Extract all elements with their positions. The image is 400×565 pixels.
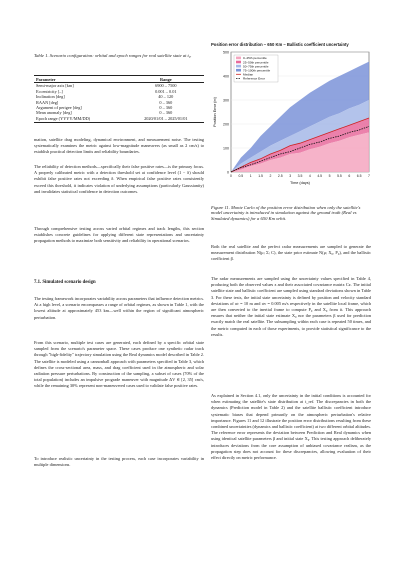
left-paragraph-3: Through comprehensive testing across varied orbital regimes and track lengths, this section establishes concrete guidelines for applying different state representations and uncertainty propagation methods to maximize both sensitivity and reliability in operational scenarios. bbox=[34, 226, 204, 244]
x-tick-label: 3 bbox=[289, 174, 292, 178]
table-cell: Mean anomaly [deg] bbox=[36, 110, 72, 116]
x-tick-label: 7 bbox=[368, 174, 370, 178]
left-paragraph-5: From this scenario, multiple test cases are generated, each defined by a specific orbital state sampled from the scenario's parameter space. These cases produce one synthetic radar track through "high-fidelity" trajectory simulation using the Real dynamics model described in Table 2. The satellite is modeled using a cannonball approach with parameters specified in Table 3, which defines the cross-sectional area, mass, and drag coefficient used in the atmospheric and solar radiation pressure perturbations. By construction of the sampling, a subset of cases (70% of the total population) includes an impulsive prograde maneuver with magnitude ΔV ∈ [2, 35] cm/s, while the remaining 30% represent non-maneuvered cases used to validate false positive rates. bbox=[34, 340, 204, 389]
table-header-range: Range bbox=[128, 77, 204, 83]
right-paragraph-1: Both the real satellite and the perfect radar measurements are sampled to generate the measurement distribution N(μ; Σ; C), the state prior estimate N(μ; X₀, P₀), and the ballistic coefficient β. bbox=[211, 244, 371, 262]
table-bottom-rule bbox=[34, 122, 204, 123]
y-tick-label: 400 bbox=[223, 74, 229, 79]
x-axis-label: Time (days) bbox=[290, 181, 310, 185]
config-table bbox=[34, 77, 204, 121]
figure-title: Position error distribution – 650 Km – Ballistic coefficient uncertainty bbox=[211, 42, 349, 47]
x-tick-label: 4 bbox=[308, 174, 311, 178]
table-cell: Inclination [deg] bbox=[36, 94, 65, 100]
y-tick-label: 500 bbox=[223, 50, 229, 55]
table-cell: 6900 – 7500 bbox=[155, 83, 177, 89]
x-tick-label: 5.5 bbox=[337, 174, 342, 178]
legend-swatch bbox=[236, 57, 241, 60]
x-tick-label: 6.5 bbox=[356, 174, 362, 178]
table-cell: 0.001 – 0.01 bbox=[155, 88, 177, 94]
right-paragraph-3: As explained in Section 4.1, only the uncertainty in the initial conditions is accounted for when estimating the satellite's state distribution at t_ref. The discrepancies in both the dynamics (Prediction model in Table 2) and the satellite ballistic coefficient introduce systematic biases that depend primarily on the atmospheric perturbation's relative importance. Figures 11 and 12 illustrate the position error distributions resulting from these combined uncertainties (dynamics and ballistic coefficient) at two different orbital altitudes. The reference error represents the deviation between Prediction and Real dynamics when using identical satellite parameters β and initial state X₀. This testing approach deliberately introduces deviations from the core assumption of unbiased covariance realism, as the propagation step does not account for these discrepancies, allowing evaluation of their effect directly on metric performance. bbox=[211, 393, 371, 461]
x-tick-label: 0 bbox=[230, 174, 232, 178]
x-tick-label: 1 bbox=[249, 174, 252, 178]
table-cell: 0 – 360 bbox=[159, 105, 173, 111]
table-caption: Table 1. Scenario configuration: orbital and epoch ranges for real satellite state at t₀. bbox=[34, 53, 192, 58]
left-paragraph-4: The testing framework incorporates variability across parameters that influence detection metrics. At a high level, a scenario encompasses a range of orbital regimes, as shown in Table 1, with the lowest altitude at approximately 453 km—well within the region of significant atmospheric perturbation. bbox=[34, 296, 204, 320]
legend-swatch bbox=[236, 61, 241, 64]
left-paragraph-2: The reliability of detection methods—specifically their false positive rates—is the primary focus. A properly calibrated metric with a detection threshold set at confidence level (1 − δ) should exhibit false positive rates not exceeding δ. When empirical false positive rates consistently exceed this threshold, it indicates violation of underlying assumptions (particularly Gaussianity) and invalidates statistical confidence in detection outcomes. bbox=[34, 164, 204, 194]
table-cell: 40 – 120 bbox=[158, 94, 174, 100]
y-tick-label: 200 bbox=[223, 122, 229, 127]
y-tick-label: 100 bbox=[223, 146, 229, 151]
y-tick-label: 300 bbox=[223, 98, 229, 103]
x-tick-label: 1.5 bbox=[258, 174, 263, 178]
table-header-parameter: Parameter bbox=[34, 77, 128, 83]
x-tick-label: 2.5 bbox=[277, 174, 283, 178]
table-cell: 0 – 360 bbox=[159, 110, 173, 116]
legend-label: 75–100th percentile bbox=[243, 68, 271, 73]
x-tick-label: 3.5 bbox=[297, 174, 303, 178]
table-cell: 2020/01/01 – 2025/01/01 bbox=[144, 115, 188, 121]
legend-swatch bbox=[236, 65, 241, 68]
section-heading: 7.1. Simulated scenario design bbox=[34, 280, 96, 285]
y-axis-label: Position Error (m) bbox=[213, 97, 217, 127]
table-cell: Epoch range (YYYY/MM/DD) bbox=[36, 115, 91, 121]
x-tick-label: 4.5 bbox=[317, 174, 323, 178]
x-tick-label: 0.5 bbox=[238, 174, 244, 178]
position-error-chart bbox=[211, 48, 373, 186]
table-cell: Semi-major axis [km] bbox=[36, 83, 74, 89]
x-tick-label: 6 bbox=[348, 174, 351, 178]
legend-label: Reference Error bbox=[243, 76, 266, 81]
x-tick-label: 5 bbox=[328, 174, 331, 178]
legend-swatch bbox=[236, 69, 241, 72]
table-top-rule bbox=[34, 75, 204, 76]
table-cell: Eccentricity [–] bbox=[36, 88, 63, 94]
y-tick-label: 0 bbox=[227, 170, 229, 175]
legend-label: Median bbox=[243, 72, 254, 77]
legend-label: 0–25th percentile bbox=[243, 56, 267, 61]
legend-label: 25–50th percentile bbox=[243, 60, 269, 65]
table-cell: Argument of perigee [deg] bbox=[36, 105, 82, 111]
x-tick-label: 2 bbox=[269, 174, 272, 178]
figure-caption: Figure 11. Monte Carlo of the position error distribution when only the satellite's model uncertainty is introduced in simulation against the ground truth (Real vs Simulated dynamics) for a 650 Km orbit. bbox=[211, 205, 361, 221]
table-cell: 0 – 360 bbox=[159, 99, 173, 105]
left-paragraph-6: To introduce realistic uncertainty in the testing process, each case incorporates variability in multiple dimensions. bbox=[34, 456, 204, 468]
legend-label: 50–75th percentile bbox=[243, 64, 269, 69]
table-cell: RAAN [deg] bbox=[36, 99, 59, 105]
table-row bbox=[34, 116, 204, 121]
left-paragraph-1: mation, satellite drag modeling, dynamical environment, and measurement noise. The testing systematically examines the metric against low-magnitude maneuvers (as small as 2 cm/s) to establish practical detection limits and reliability boundaries. bbox=[34, 137, 204, 155]
right-paragraph-2: The radar measurements are sampled using the uncertainty values specified in Table 4, producing both the observed values z and their associated covariance matrix Cz. The initial satellite state and ballistic coefficient are sampled using standard deviations shown in Table 3. For these tests, the initial state uncertainty is defined by position and velocity standard deviations of σr = 10 m and σv = 0.005 m/s respectively in the satellite local frame, which are then converted to the inertial frame to compute P₀ and X₀ from it. This approach ensures that neither the initial state estimate X₀ nor the parameters β used for prediction exactly match the real satellite. The subsampling within each case is repeated 50 times, and the metric computed in each of those experiments, to provide statistical significance to the results. bbox=[211, 276, 371, 337]
